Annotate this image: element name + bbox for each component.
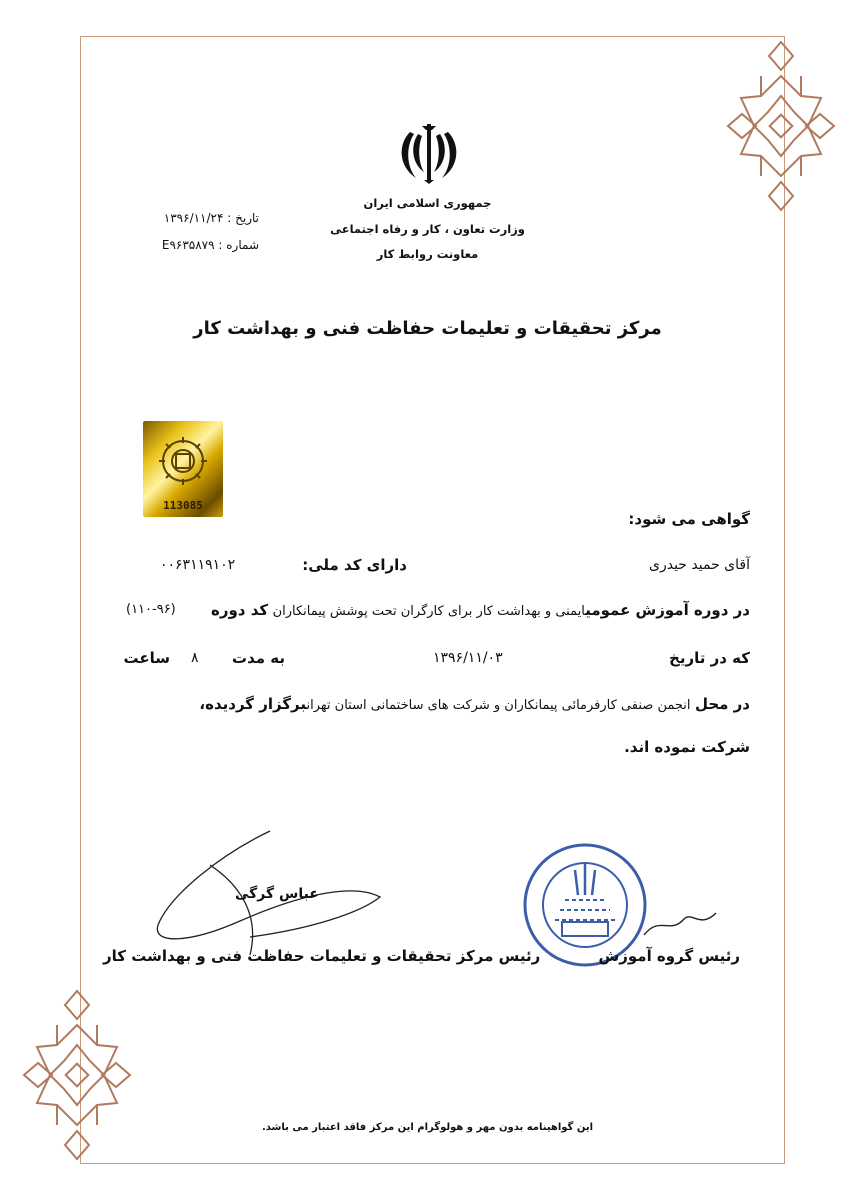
place-line [199, 695, 750, 713]
certify-heading: گواهی می شود: [628, 510, 750, 528]
page-title: مرکز تحقیقات و تعلیمات حفاظت فنی و بهداشت کار [193, 318, 662, 339]
hours-label: ساعت [123, 649, 170, 667]
right-signer-title: رئیس گروه آموزش [598, 947, 740, 965]
place-label: در محل [694, 695, 750, 713]
course-line [211, 601, 750, 619]
place-value: انجمن صنفی کارفرمائی پیمانکاران و شرکت های ساختمانی استان تهران [306, 698, 691, 713]
meta-date [164, 211, 259, 225]
header-deputy: معاونت روابط کار [376, 247, 479, 261]
course-name: ایمنی و بهداشت کار برای کارگران تحت پوشش پیمانکاران [272, 604, 586, 619]
header-republic: جمهوری اسلامی ایران [363, 196, 492, 210]
ornament-bottom-left [18, 985, 136, 1165]
duration-value: ۸ [191, 650, 199, 666]
national-id-label: دارای کد ملی: [302, 556, 407, 574]
right-signature-scribble [640, 905, 720, 945]
header-ministry: وزارت تعاون ، کار و رفاه اجتماعی [330, 222, 525, 236]
left-signer-title: رئیس مرکز تحقیقات و تعلیمات حفاظت فنی و بهداشت کار [103, 947, 541, 965]
hologram-gear-icon [155, 431, 211, 493]
date-label: که در تاریخ [669, 649, 750, 667]
date-value: ۱۳۹۶/۱۱/۰۳ [433, 650, 503, 666]
meta-number-value: E۹۶۳۵۸۷۹ [161, 238, 215, 252]
ornament-top-right [722, 36, 840, 216]
hologram-code: 113085 [163, 499, 203, 512]
meta-number [162, 238, 259, 252]
hologram-sticker [143, 421, 223, 517]
meta-date-value: ۱۳۹۶/۱۱/۲۴ [163, 211, 224, 225]
left-signer-name: عباس گرگی [235, 886, 319, 902]
held-text: برگزار گردیده، [199, 695, 307, 713]
iran-emblem-icon [396, 120, 462, 186]
national-id-value: ۰۰۶۳۱۱۹۱۰۲ [160, 557, 236, 573]
footer-note: این گواهینامه بدون مهر و هولوگرام این مرکز فاقد اعتبار می باشد. [261, 1122, 594, 1133]
meta-number-label: شماره : [218, 238, 259, 252]
course-code-label: کد دوره [210, 601, 269, 619]
course-intro: در دوره آموزش عمومی [585, 601, 750, 619]
course-code: (۱۱۰-۹۶) [126, 602, 176, 617]
duration-label: به مدت [232, 649, 285, 667]
person-name: آقای حمید حیدری [649, 557, 750, 573]
attended-text: شرکت نموده اند. [624, 738, 750, 756]
meta-date-label: تاریخ : [227, 211, 259, 225]
